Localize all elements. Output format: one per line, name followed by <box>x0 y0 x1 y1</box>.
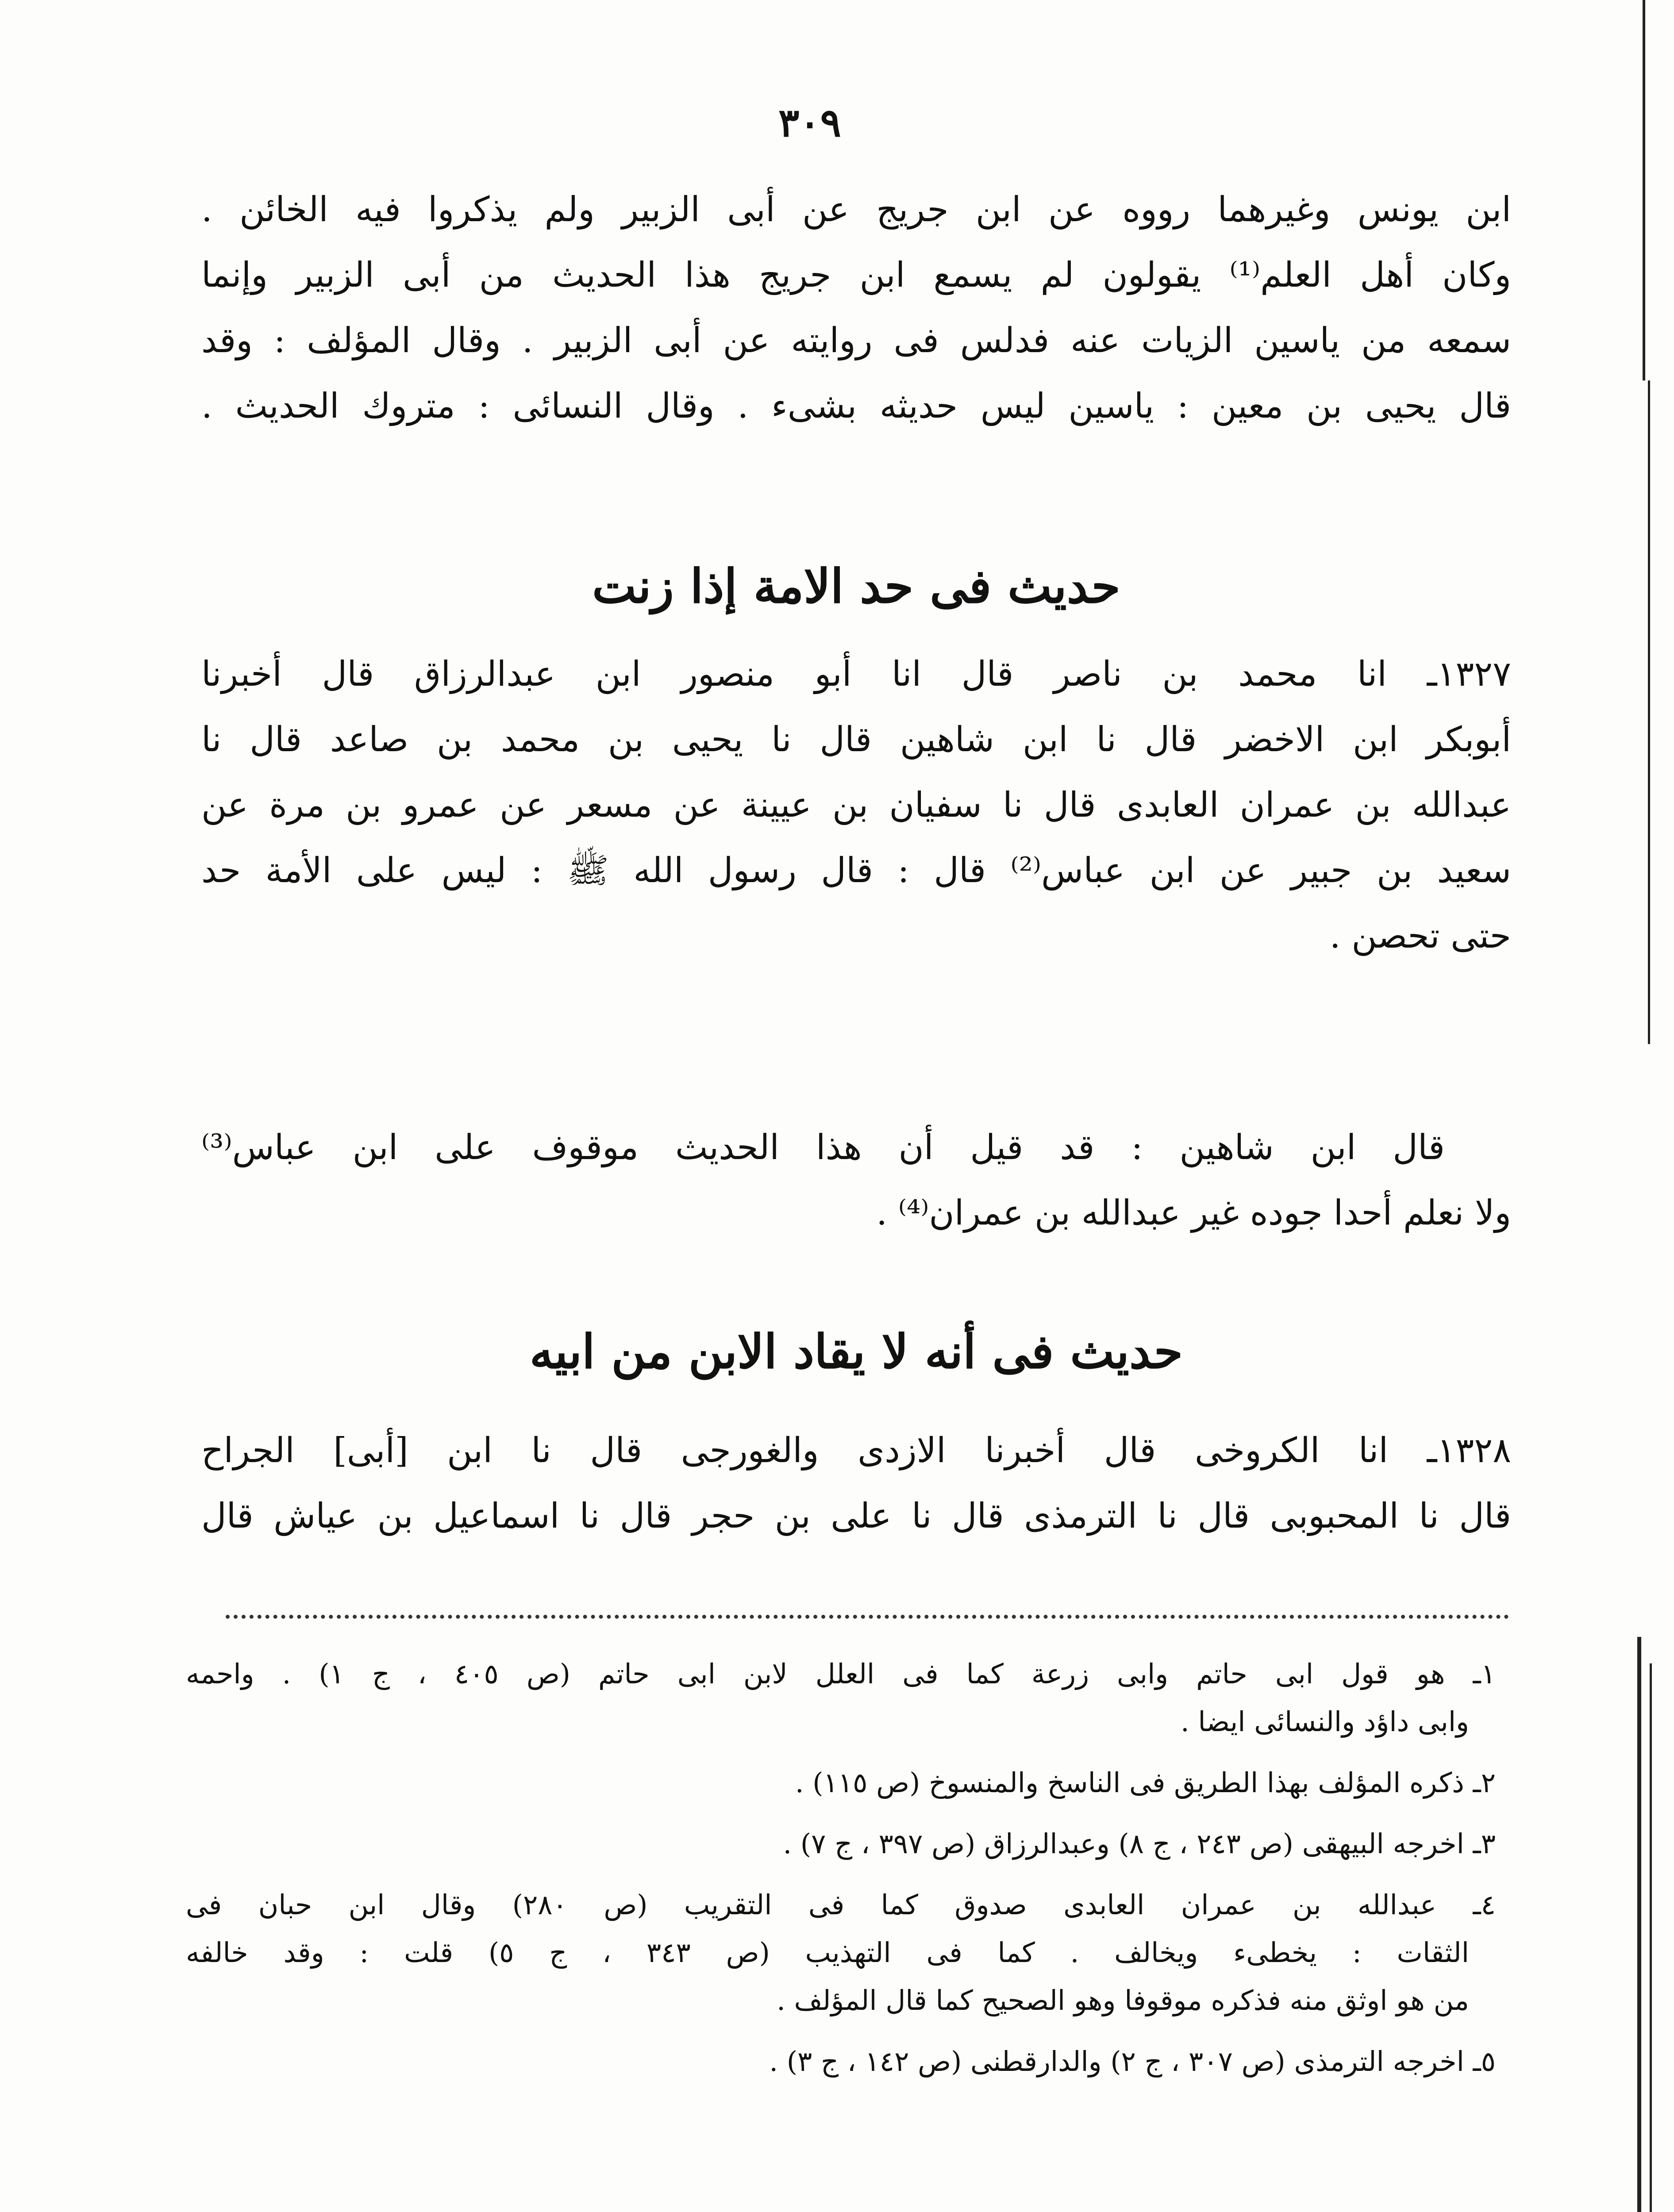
text-line: قال نا المحبوبى قال نا الترمذى قال نا على بن حجر قال نا اسماعيل بن عياش قال <box>201 1496 1511 1536</box>
footnote <box>186 1881 1496 2024</box>
footnote <box>186 1759 1496 1807</box>
footnote-line: ٢ـ ذكره المؤلف بهذا الطريق فى الناسخ والمنسوخ (ص ١١٥) . <box>795 1767 1496 1799</box>
footnote-line: ٥ـ اخرجه الترمذى (ص ٣٠٧ ، ج ٢) والدارقطنى (ص ١٤٢ ، ج ٣) . <box>769 2045 1496 2078</box>
page-edge-line <box>1643 0 1645 380</box>
top-paragraph <box>201 177 1511 439</box>
page-number: ٣٠٩ <box>778 100 841 146</box>
hadith-1327 <box>201 641 1511 969</box>
page-edge-line <box>1650 1663 1652 2212</box>
text-line: ١٣٢٨ـ انا الكروخى قال أخبرنا الازدى والغورجى قال نا ابن [أبى] الجراح <box>201 1431 1511 1471</box>
footnote <box>186 1650 1496 1746</box>
commentary-paragraph <box>201 1115 1511 1246</box>
text-line: سمعه من ياسين الزيات عنه فدلس فى روايته عن أبى الزبير . وقال المؤلف : وقد <box>201 321 1511 361</box>
text-line: قال يحيى بن معين : ياسين ليس حديثه بشىء . وقال النسائى : متروك الحديث . <box>201 386 1511 426</box>
text-line: قال ابن شاهين : قد قيل أن هذا الحديث موقوف على ابن عباس⁽³⁾ <box>201 1128 1445 1167</box>
section-heading: حديث فى أنه لا يقاد الابن من ابيه <box>529 1324 1183 1379</box>
page-edge-line <box>1637 1637 1641 2212</box>
section-heading: حديث فى حد الامة إذا زنت <box>592 558 1120 614</box>
footnote-line: من هو اوثق منه فذكره موقوفا وهو الصحيح كما قال المؤلف . <box>777 1984 1469 2016</box>
footnote-line: ٤ـ عبدالله بن عمران العابدى صدوق كما فى التقريب (ص ٢٨٠) وقال ابن حبان فى <box>186 1889 1496 1921</box>
text-line: ابن يونس وغيرهما رووه عن ابن جريج عن أبى الزبير ولم يذكروا فيه الخائن . <box>201 190 1511 230</box>
footnotes <box>186 1650 1496 2085</box>
text-line: ولا نعلم أحدا جوده غير عبدالله بن عمران⁽⁴⁾ . <box>876 1193 1511 1233</box>
text-line: عبدالله بن عمران العابدى قال نا سفيان بن عيينة عن مسعر عن عمرو بن مرة عن <box>201 785 1511 825</box>
page-edge-line <box>1648 380 1650 1044</box>
text-line: ١٣٢٧ـ انا محمد بن ناصر قال انا أبو منصور ابن عبدالرزاق قال أخبرنا <box>201 654 1511 694</box>
footnote <box>186 2038 1496 2085</box>
footnote-line: ٣ـ اخرجه البيهقى (ص ٢٤٣ ، ج ٨) وعبدالرزاق (ص ٣٩٧ ، ج ٧) . <box>783 1828 1496 1860</box>
text-line: أبوبكر ابن الاخضر قال نا ابن شاهين قال نا يحيى بن محمد بن صاعد قال نا <box>201 720 1511 760</box>
hadith-1328 <box>201 1418 1511 1549</box>
text-line: حتى تحصن . <box>1329 916 1511 956</box>
footnote-line: وابى داؤد والنسائى ايضا . <box>1180 1705 1469 1738</box>
footnote <box>186 1820 1496 1868</box>
footnote-line: ١ـ هو قول ابى حاتم وابى زرعة كما فى العلل لابن ابى حاتم (ص ٤٠٥ ، ج ١) . واحمه <box>186 1658 1496 1690</box>
text-line: سعيد بن جبير عن ابن عباس⁽²⁾ قال : قال رسول الله ﷺ : ليس على الأمة حد <box>201 851 1511 891</box>
footnote-line: الثقات : يخطىء ويخالف . كما فى التهذيب (ص ٣٤٣ ، ج ٥) قلت : وقد خالفه <box>186 1936 1469 1969</box>
footnote-separator <box>226 1615 1509 1619</box>
text-line: وكان أهل العلم⁽¹⁾ يقولون لم يسمع ابن جريج هذا الحديث من أبى الزبير وإنما <box>201 255 1511 295</box>
